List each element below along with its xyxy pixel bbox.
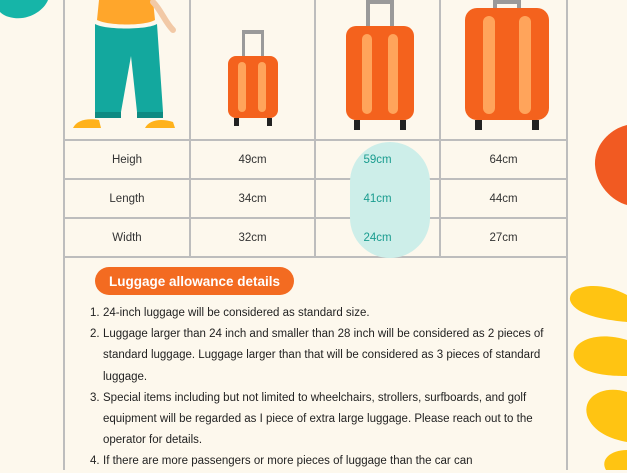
row-label-length: Length [109, 192, 145, 205]
large-length: 44cm [489, 192, 518, 205]
small-height: 49cm [238, 153, 267, 166]
details-title-badge: Luggage allowance details [95, 267, 294, 295]
list-item: 1. 24-inch luggage will be considered as standard size. [90, 307, 370, 319]
large-width: 27cm [489, 231, 518, 244]
medium-width: 24cm [363, 231, 392, 244]
large-suitcase-illustration [463, 0, 551, 132]
row-label-width: Width [112, 231, 142, 244]
small-suitcase-illustration [220, 30, 286, 130]
large-height: 64cm [489, 153, 518, 166]
medium-suitcase-illustration [342, 0, 418, 132]
medium-length: 41cm [363, 192, 392, 205]
orange-leaf-decoration [592, 125, 627, 205]
list-item: 3. Special items including but not limited to wheelchairs, strollers, surfboards, and golf equipment will be regarded as I piece of extra large luggage. Please reach out to the operator for details. [90, 391, 533, 447]
small-length: 34cm [238, 192, 267, 205]
allowance-list [90, 303, 560, 473]
list-item: 2. Luggage larger than 24 inch and smaller than 28 inch will be considered as 2 pieces of standard luggage. Luggage larger than that will be considered as 3 pieces of standard luggage. [90, 328, 544, 383]
medium-height: 59cm [363, 153, 392, 166]
list-item: 4. If there are more passengers or more pieces of luggage than the car can [90, 455, 473, 468]
row-label-height: Heigh [111, 153, 143, 166]
size-table [65, 0, 566, 258]
traveler-illustration [65, 0, 189, 138]
yellow-leaves-decoration [560, 280, 627, 470]
teal-blob-decoration [0, 0, 50, 22]
small-width: 32cm [238, 231, 267, 244]
luggage-size-card [63, 0, 568, 470]
